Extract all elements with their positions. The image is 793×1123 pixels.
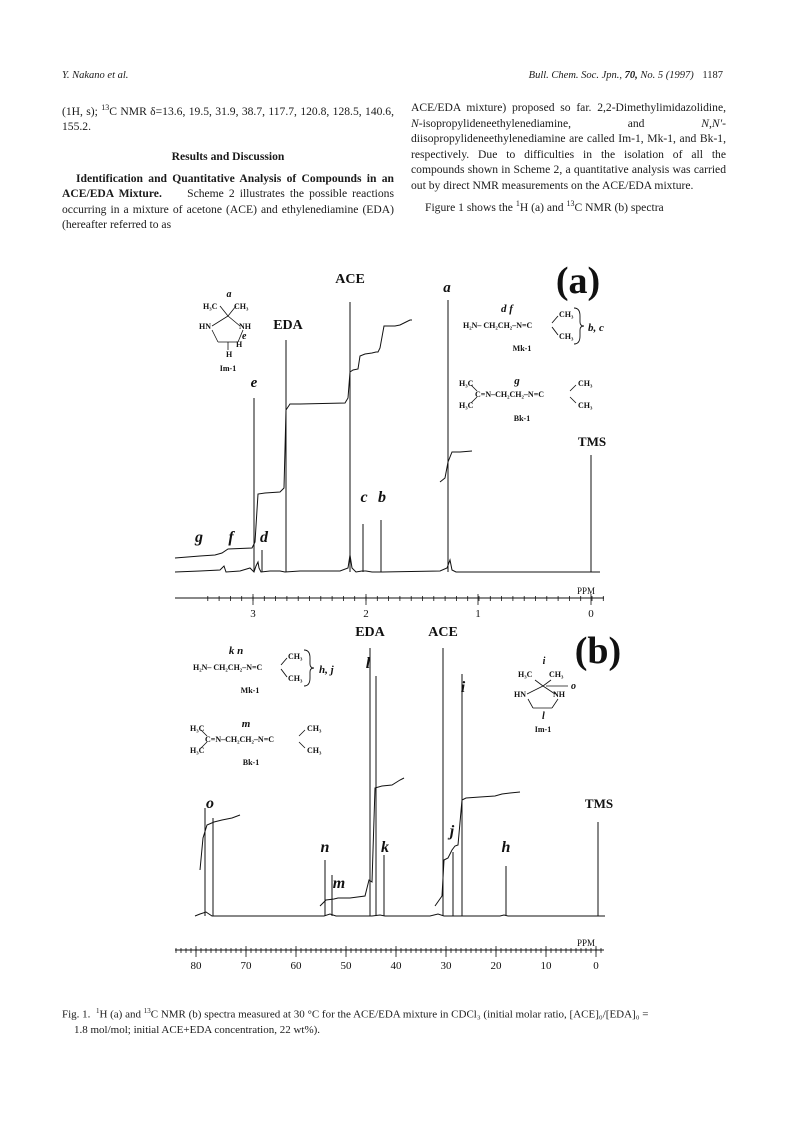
peak-label-eda-b: EDA (355, 625, 385, 640)
spectrum-b-trace (195, 912, 605, 916)
svg-text:CH₃: CH₃ (559, 332, 574, 341)
peak-label-tms-b: TMS (584, 796, 614, 811)
running-header-authors: Y. Nakano et al. (62, 70, 129, 81)
integral-a (175, 320, 412, 558)
im1-name-a: Im-1 (219, 364, 237, 373)
journal-issue: No. 5 (1997) (640, 70, 694, 81)
peak-label-ace-b: ACE (428, 625, 458, 640)
svg-text:H: H (236, 340, 243, 349)
peak-label-c: c (360, 489, 368, 506)
peak-label-e: e (250, 375, 258, 391)
peak-label-m: m (332, 875, 346, 892)
axis-tick-label: 40 (390, 960, 402, 972)
svg-text:H₃C: H₃C (203, 302, 218, 311)
axis-b-unit: PPM (576, 938, 596, 948)
svg-text:d f: d f (501, 303, 513, 315)
panel-a-label: (a) (555, 260, 601, 302)
svg-text:l: l (542, 711, 545, 722)
svg-text:CH₃: CH₃ (234, 302, 249, 311)
structure-im1-a (199, 289, 252, 373)
journal-volume: 70, (624, 70, 638, 81)
caption-label: Fig. 1. (62, 1008, 91, 1021)
body-paragraph: Identification and Quantitative Analysis of Compounds in an ACE/EDA Mixture. Scheme 2 illustrates the possible reactions occurring in a mixture of acetone (ACE) and ethylenediamine (EDA) (hereafter referred to as (62, 171, 394, 232)
axis-tick-label: 10 (540, 960, 552, 972)
page-number: 1187 (702, 70, 723, 81)
svg-text:CH₃: CH₃ (288, 652, 303, 661)
svg-text:e: e (242, 331, 247, 342)
body-paragraph: Figure 1 shows the $^1$H (a) and $^{13}$C NMR (b) spectra (425, 198, 664, 214)
paragraph-heading: Identification and Quantitative Analysis of Compounds in an ACE/EDA Mixture. (62, 171, 394, 201)
structure-mk1-b (193, 645, 335, 695)
peak-label-l: l (365, 655, 371, 672)
axis-tick-label: 1 (475, 608, 481, 620)
integral-b (200, 815, 240, 870)
journal-name: Bull. Chem. Soc. Jpn., (528, 70, 622, 81)
svg-text:H₃C: H₃C (190, 746, 205, 755)
axis-tick-label: 30 (440, 960, 452, 972)
svg-text:NH: NH (553, 690, 565, 699)
svg-text:H₃C: H₃C (518, 670, 533, 679)
svg-text:g: g (514, 375, 520, 387)
svg-text:Mk-1: Mk-1 (240, 686, 260, 695)
peak-label-h: h (501, 839, 511, 856)
peak-label-b: b (378, 489, 386, 506)
svg-text:Bk-1: Bk-1 (242, 758, 260, 767)
svg-text:m: m (241, 718, 251, 730)
body-paragraph: ACE/EDA mixture) proposed so far. 2,2-Dimethylimidazolidine, N-isopropylideneethylenediamine, and N,N′-diisopropylideneethylenediamine are called Im-1, Mk-1, and Bk-1, respectively. Due to difficulties in the isolation of all the compounds shown in Scheme 2, a quantitative analysis was carried out by direct NMR measurements on the ACE/EDA mixture. (411, 101, 726, 192)
figure-caption: Fig. 1. $^1$H (a) and $^{13}$C NMR (b) spectra measured at 30 °C for the ACE/EDA mixture in CDCl₃ (initial molar ratio, [ACE]₀/[EDA]₀ = 1.8 mol/mol; initial ACE+EDA concentration, 22 wt%). (62, 1007, 649, 1036)
structure-mk1-a (463, 303, 604, 353)
svg-text:H₂N– CH₂CH₂–N=C: H₂N– CH₂CH₂–N=C (463, 321, 533, 330)
svg-text:HN: HN (199, 322, 211, 331)
axis-tick-label: 0 (588, 608, 594, 620)
structure-bk1-b (190, 718, 322, 767)
axis-tick-label: 0 (593, 960, 599, 972)
axis-tick-label: 3 (250, 608, 256, 620)
svg-text:H: H (226, 350, 233, 359)
svg-text:H₃C: H₃C (190, 724, 205, 733)
svg-text:H₂N– CH₂CH₂–N=C: H₂N– CH₂CH₂–N=C (193, 663, 263, 672)
peak-label-o: o (206, 795, 214, 812)
structure-im1-b (514, 656, 576, 734)
peak-label-n: n (320, 839, 330, 856)
axis-tick-label: 70 (240, 960, 252, 972)
im1-name-b: Im-1 (534, 725, 552, 734)
left-column (62, 100, 394, 233)
svg-text:HN: HN (514, 690, 526, 699)
svg-text:h, j: h, j (319, 664, 334, 676)
svg-text:CH₃: CH₃ (307, 724, 322, 733)
axis-tick-label: 2 (363, 608, 369, 620)
svg-text:H₃C: H₃C (459, 379, 474, 388)
svg-text:CH₃: CH₃ (559, 310, 574, 319)
svg-text:CH₃: CH₃ (578, 401, 593, 410)
peak-label-tms-a: TMS (577, 434, 607, 449)
nmr-continuation: (1H, s); $^{13}$C NMR δ=13.6, 19.5, 31.9, 38.7, 117.7, 120.8, 128.5, 140.6, 155.2. (62, 103, 395, 134)
peak-label-k: k (381, 839, 389, 856)
axis-tick-label: 60 (290, 960, 302, 972)
integral-a-2 (440, 451, 472, 482)
running-header-journal (529, 70, 723, 81)
peak-label-d: d (260, 529, 268, 546)
peak-label-ace-a: ACE (335, 272, 365, 287)
nmr-spectra-figure (0, 258, 793, 998)
right-column (411, 100, 726, 215)
peak-label-g: g (195, 529, 203, 546)
im1-letter-a: a (226, 289, 232, 300)
spectrum-a-trace (175, 555, 600, 572)
svg-text:C=N–CH₂CH₂–N=C: C=N–CH₂CH₂–N=C (475, 390, 545, 399)
axis-tick-label: 50 (340, 960, 352, 972)
peak-label-j: j (449, 823, 455, 840)
structure-bk1-a (459, 375, 593, 423)
svg-text:o: o (571, 681, 576, 692)
panel-b-label: (b) (574, 630, 622, 672)
axis-tick-label: 20 (490, 960, 502, 972)
peak-label-f: f (228, 529, 234, 546)
svg-text:NH: NH (239, 322, 251, 331)
svg-text:C=N–CH₂CH₂–N=C: C=N–CH₂CH₂–N=C (205, 735, 275, 744)
axis-tick-label: 80 (190, 960, 202, 972)
axis-a-unit: PPM (576, 586, 596, 596)
svg-text:i: i (542, 656, 546, 667)
peak-label-a: a (443, 280, 451, 296)
svg-text:H₃C: H₃C (459, 401, 474, 410)
svg-text:CH₃: CH₃ (578, 379, 593, 388)
section-title: Results and Discussion (171, 150, 285, 164)
svg-text:CH₃: CH₃ (549, 670, 564, 679)
svg-text:CH₃: CH₃ (288, 674, 303, 683)
svg-text:b, c: b, c (588, 322, 604, 334)
peak-label-i: i (460, 679, 466, 696)
svg-text:Mk-1: Mk-1 (512, 344, 532, 353)
peak-label-eda-a: EDA (273, 318, 303, 333)
svg-text:k n: k n (228, 645, 244, 657)
svg-text:CH₃: CH₃ (307, 746, 322, 755)
svg-text:Bk-1: Bk-1 (513, 414, 531, 423)
